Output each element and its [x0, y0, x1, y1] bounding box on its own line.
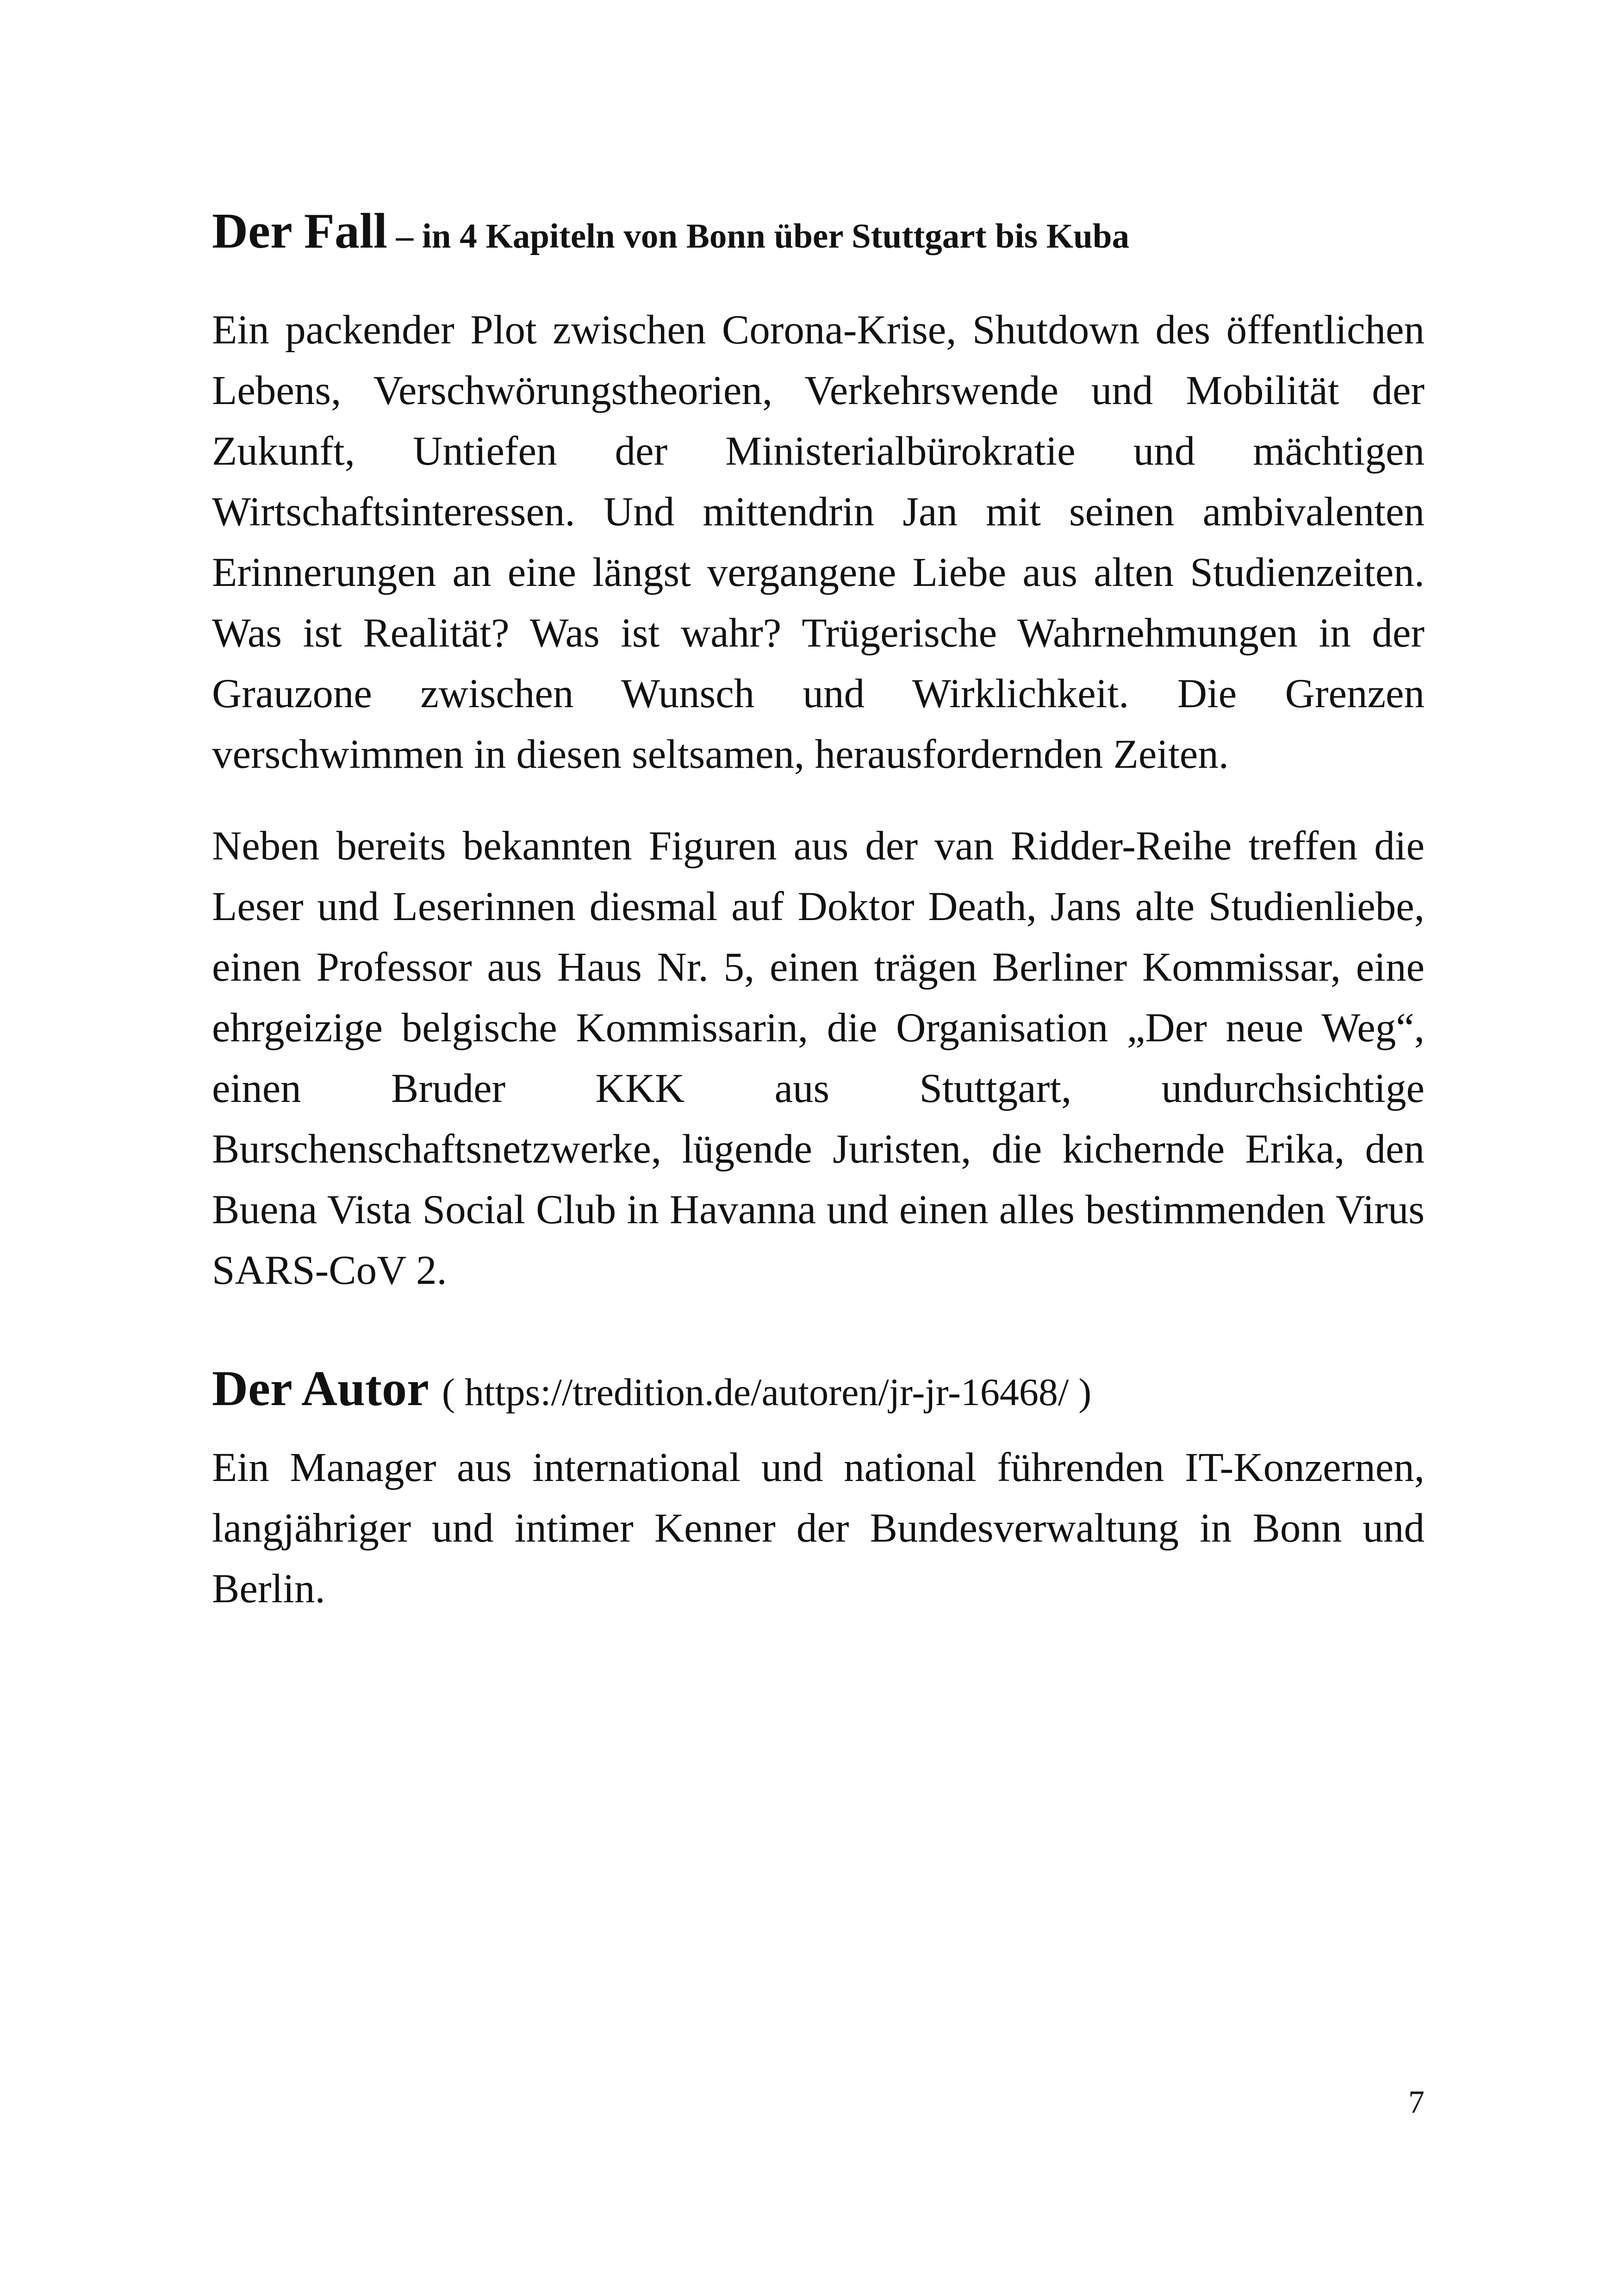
page-content — [212, 203, 1425, 1619]
author-paragraph: Ein Manager aus international und national führenden IT-Konzernen, langjähriger und intimer Kenner der Bundesverwaltung in Bonn und Berlin. — [212, 1445, 1425, 1612]
section-heading-autor — [212, 1360, 1425, 1418]
author-link[interactable]: ( https://tredition.de/autoren/jr-jr-16468/ ) — [442, 1371, 1092, 1414]
plot-paragraph: Ein packender Plot zwischen Corona-Krise, Shutdown des öffentlichen Lebens, Verschwörungstheorien, Verkehrswende und Mobilität der Zukunft, Untiefen der Ministerialbürokratie und mächtigen Wirtschaftsinteressen. Und mittendrin Jan mit seinen ambivalenten Erinnerungen an eine längst vergangene Liebe aus alten Studienzeiten. Was ist Realität? Was ist wahr? Trügerische Wahrnehmungen in der Grauzone zwischen Wunsch und Wirklichkeit. Die Grenzen verschwimmen in diesen seltsamen, herausfordernden Zeiten. — [212, 307, 1425, 778]
section-subtitle-fall: – in 4 Kapiteln von Bonn über Stuttgart bis Kuba — [387, 217, 1130, 255]
page-number: 7 — [1408, 2084, 1425, 2120]
characters-paragraph: Neben bereits bekannten Figuren aus der van Ridder-Reihe treffen die Leser und Leserinnen diesmal auf Doktor Death, Jans alte Studienliebe, einen Professor aus Haus Nr. 5, einen trägen Berliner Kommissar, eine ehrgeizige belgische Kommissarin, die Organisation „Der neue Weg“, einen Bruder KKK aus Stuttgart, undurchsichtige Burschenschaftsnetzwerke, lügende Juristen, die kichernde Erika, den Buena Vista Social Club in Havanna und einen alles bestimmenden Virus SARS-CoV 2. — [212, 823, 1425, 1294]
section-title-autor: Der Autor — [212, 1361, 429, 1417]
section-heading-fall — [212, 203, 1425, 260]
section-title-fall: Der Fall — [212, 204, 387, 259]
